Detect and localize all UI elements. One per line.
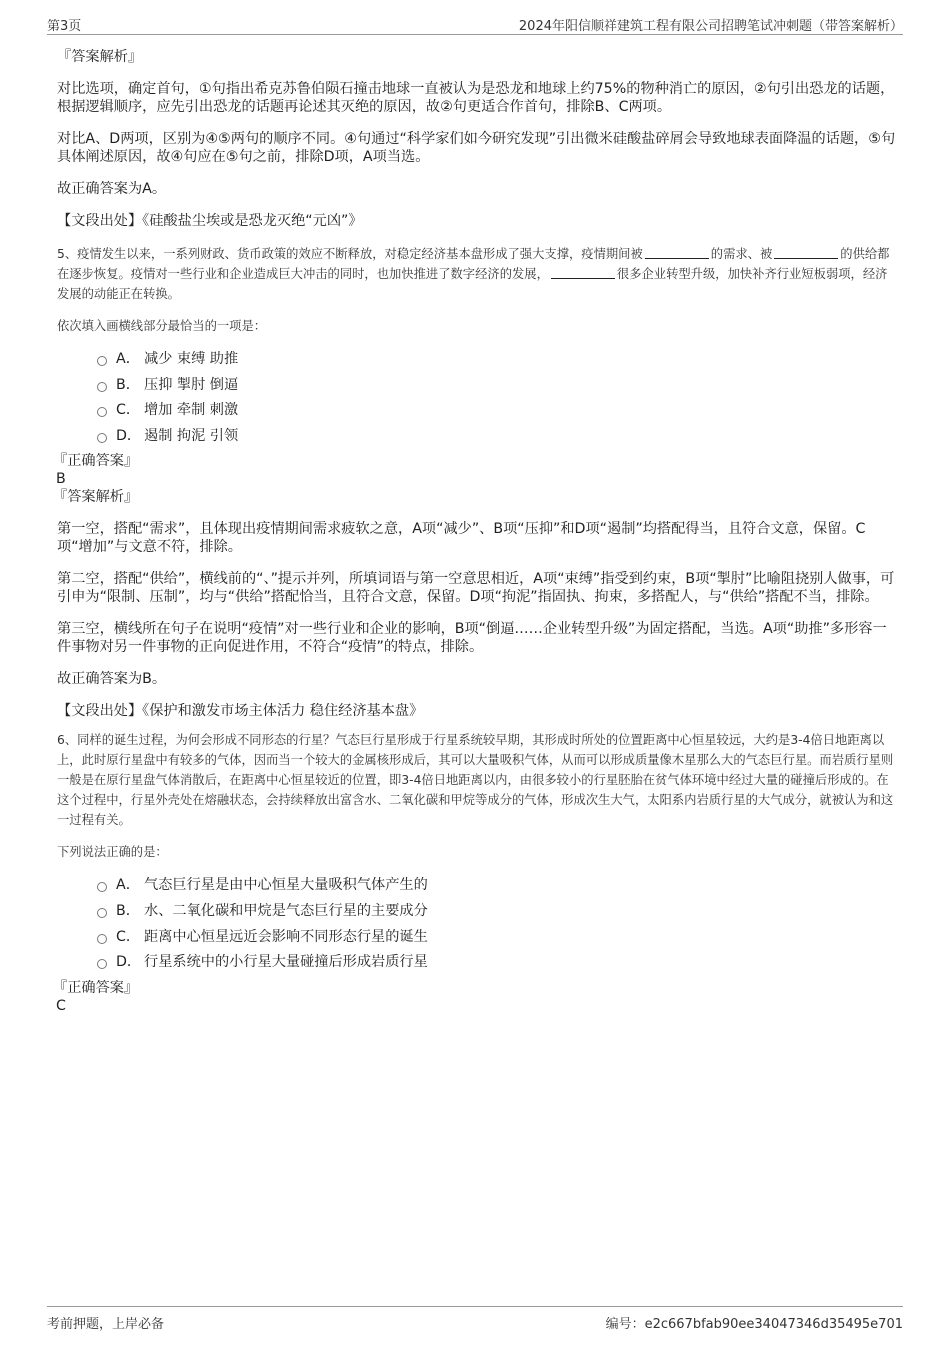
- option-c[interactable]: C． 距离中心恒星远近会影响不同形态行星的诞生: [97, 928, 897, 954]
- option-list: [97, 876, 897, 978]
- radio-icon[interactable]: [97, 959, 107, 969]
- question-prompt: 依次填入画横线部分最恰当的一项是：: [57, 319, 267, 333]
- page-number: 第3页: [47, 19, 82, 34]
- document-title: 2024年阳信顺祥建筑工程有限公司招聘笔试冲刺题（带答案解析）: [518, 19, 903, 34]
- source-citation: 【文段出处】《保护和激发市场主体活力 稳住经济基本盘》: [57, 703, 424, 720]
- footer-slogan: 考前押题，上岸必备: [47, 1317, 165, 1332]
- option-d[interactable]: D． 遏制 拘泥 引领: [97, 427, 897, 453]
- question-prompt: 下列说法正确的是：: [57, 845, 168, 860]
- radio-icon[interactable]: [97, 382, 107, 392]
- option-b[interactable]: B． 压抑 掣肘 倒逼: [97, 376, 897, 402]
- radio-icon[interactable]: [97, 407, 107, 417]
- radio-icon[interactable]: [97, 356, 107, 366]
- radio-icon[interactable]: [97, 908, 107, 918]
- document-serial: 编号：e2c667bfab90ee34047346d35495e701: [605, 1317, 903, 1332]
- source-citation: 【文段出处】《硅酸盐尘埃或是恐龙灭绝“元凶”》: [57, 213, 363, 229]
- analysis-label: 『答案解析』: [53, 489, 139, 506]
- correct-answer: C: [56, 997, 66, 1014]
- analysis-paragraph: 第二空，搭配“供给”，横线前的“、”提示并列，所填词语与第一空意思相近，A项“束缚”指受到约束，B项“掣肘”比喻阻挠别人做事，可引申为“限制、压制”，均与“供给”搭配恰当，且符合文意，保留。D项“拘泥”指固执、拘束，多搭配人，与“供给”搭配不当，排除。: [57, 571, 895, 606]
- option-b[interactable]: B． 水、二氧化碳和甲烷是气态巨行星的主要成分: [97, 902, 897, 928]
- fill-blank: [774, 246, 838, 259]
- answer-conclusion: 故正确答案为B。: [57, 671, 167, 688]
- page-header: [47, 14, 903, 35]
- radio-icon[interactable]: [97, 934, 107, 944]
- analysis-paragraph: 对比A、D两项，区别为④⑤两句的顺序不同。④句通过“科学家们如今研究发现”引出微米硅酸盐碎屑会导致地球表面降温的话题，⑤句具体阐述原因，故④句应在⑤句之前，排除D项，A项当选。: [57, 131, 896, 165]
- fill-blank: [645, 246, 709, 259]
- page-content: [53, 48, 897, 1015]
- analysis-label: 『答案解析』: [57, 49, 143, 65]
- radio-icon[interactable]: [97, 433, 107, 443]
- question-stem: 5、疫情发生以来，一系列财政、货币政策的效应不断释放，对稳定经济基本盘形成了强大支撑，疫情期间被 的需求、被 的供给都在逐步恢复。疫情对一些行业和企业造成巨大冲击的同时，也加快推进了数字经济的发展， 很多企业转型升级，加快补齐行业短板弱项，经济发展的动能正在转换。: [57, 247, 890, 301]
- option-d[interactable]: D． 行星系统中的小行星大量碰撞后形成岩质行星: [97, 953, 897, 979]
- page-footer: [47, 1306, 903, 1332]
- correct-answer: B: [56, 471, 66, 488]
- question-stem: 6、同样的诞生过程，为何会形成不同形态的行星？气态巨行星形成于行星系统较早期，其形成时所处的位置距离中心恒星较远，大约是3-4倍日地距离以上，此时原行星盘中有较多的气体，因而当一个较大的金属核形成后，其可以大量吸积气体，从而可以形成质量像木星那么大的气态巨行星。而岩质行星则一般是在原行星盘气体消散后，在距离中心恒星较近的位置，即3-4倍日地距离以内，由很多较小的行星胚胎在贫气体环境中经过大量的碰撞后形成的。在这个过程中，行星外壳处在熔融状态，会持续释放出富含水、二氧化碳和甲烷等成分的气体，形成次生大气，太阳系内岩质行星的大气成分，就被认为和这一过程有关。: [57, 733, 894, 828]
- analysis-paragraph: 对比选项，确定首句，①句指出希克苏鲁伯陨石撞击地球一直被认为是恐龙和地球上约75%的物种消亡的原因，②句引出恐龙的话题，根据逻辑顺序，应先引出恐龙的话题再论述其灭绝的原因，故②句更适合作首句，排除B、C两项。: [57, 81, 895, 115]
- analysis-paragraph: 第一空，搭配“需求”，且体现出疫情期间需求疲软之意，A项“减少”、B项“压抑”和D项“遏制”均搭配得当，且符合文意，保留。C项“增加”与文意不符，排除。: [57, 521, 866, 556]
- answer-conclusion: 故正确答案为A。: [57, 181, 167, 197]
- option-list: [97, 350, 897, 452]
- answer-label: 『正确答案』: [53, 453, 139, 470]
- option-c[interactable]: C． 增加 牵制 刺激: [97, 401, 897, 427]
- answer-label: 『正确答案』: [53, 979, 139, 996]
- analysis-paragraph: 第三空，横线所在句子在说明“疫情”对一些行业和企业的影响，B项“倒逼……企业转型升级”为固定搭配，当选。A项“助推”多形容一件事物对另一件事物的正向促进作用，不符合“疫情”的特点，排除。: [57, 621, 887, 656]
- option-a[interactable]: A． 减少 束缚 助推: [97, 350, 897, 376]
- fill-blank: [551, 266, 615, 279]
- option-a[interactable]: A． 气态巨行星是由中心恒星大量吸积气体产生的: [97, 876, 897, 902]
- radio-icon[interactable]: [97, 882, 107, 892]
